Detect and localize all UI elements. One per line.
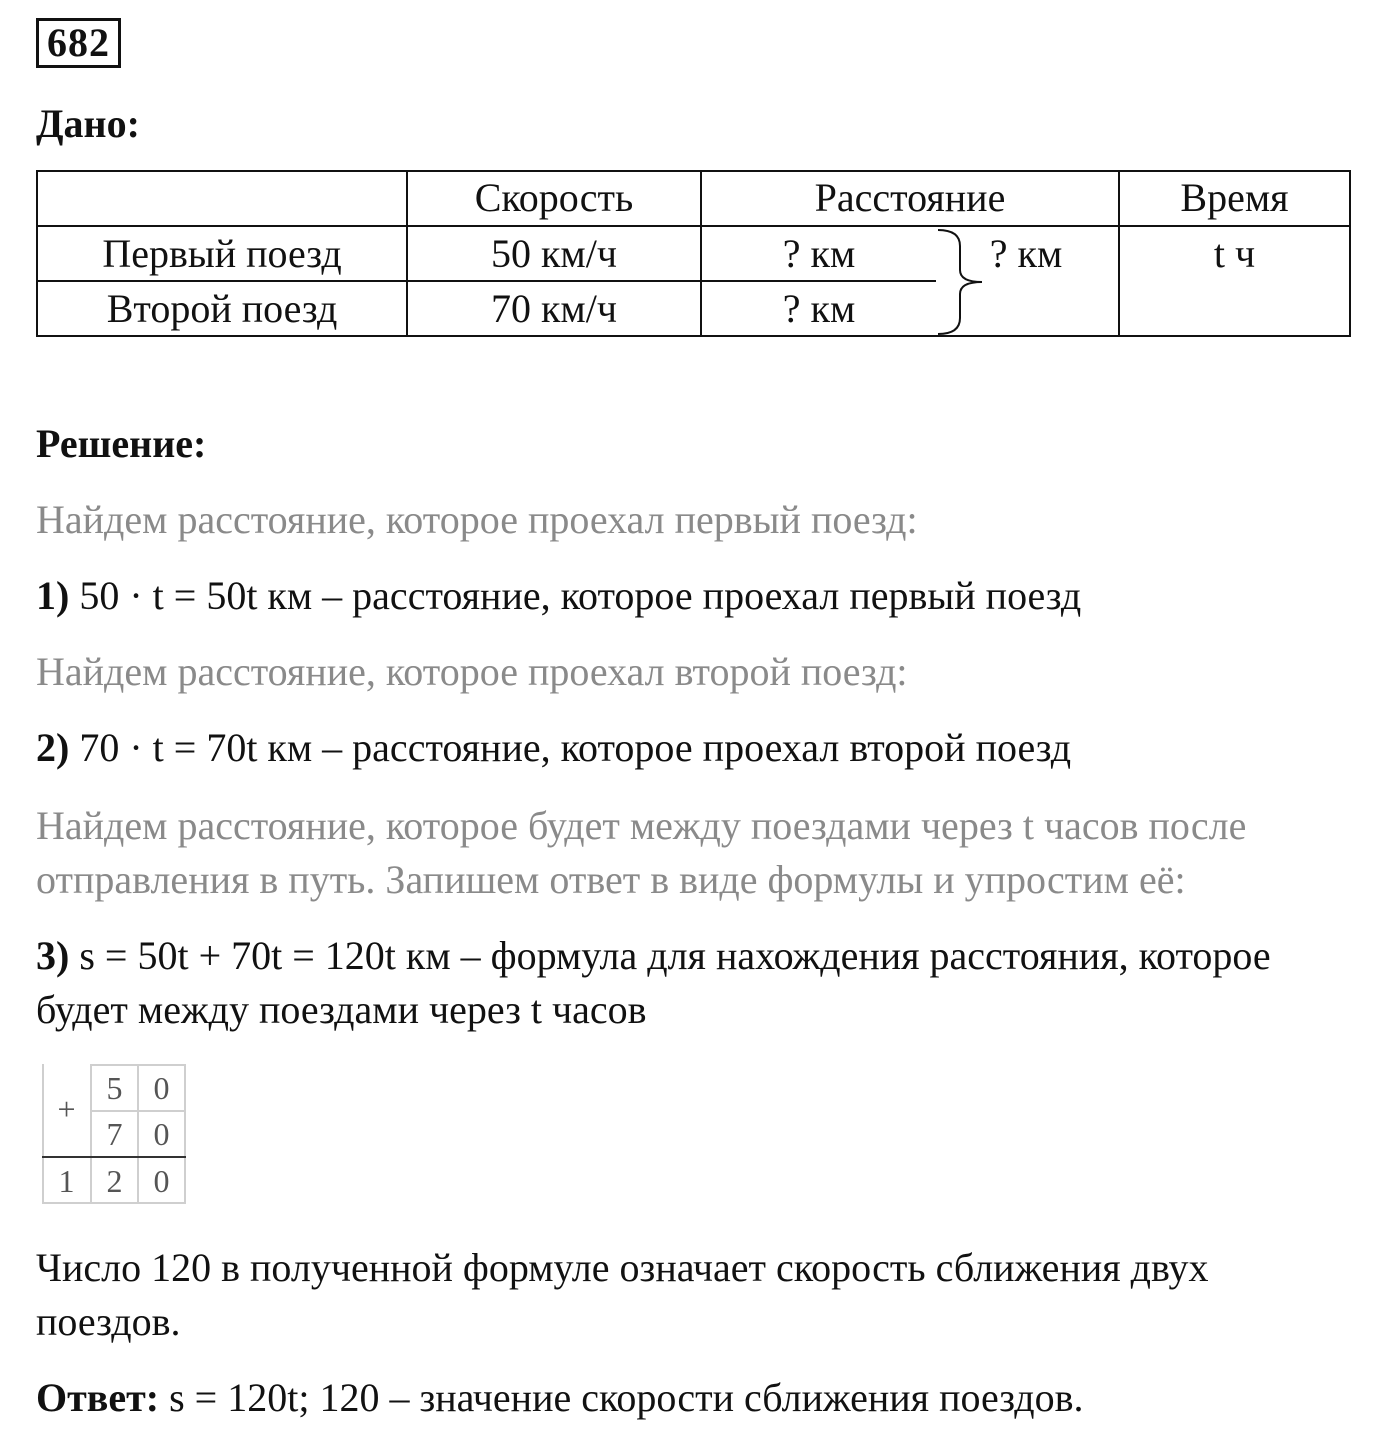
step-2-number: 2) [36,725,70,770]
row1-name: Первый поезд [102,231,342,276]
step-2 [36,724,1071,771]
step-3-line-2: будет между поездами через t часов [36,987,647,1032]
answer [36,1374,1084,1421]
row2-speed: 70 км/ч [491,286,617,331]
solution-heading: Решение: [36,421,207,466]
step-3-number: 3) [36,933,70,978]
digit: 0 [153,1163,170,1199]
digit: 0 [153,1116,170,1152]
header-speed: Скорость [474,175,634,220]
column-addition [42,1064,186,1204]
step-1-number: 1) [36,573,70,618]
time-value: t ч [1213,231,1256,276]
answer-label: Ответ: [36,1375,160,1420]
given-table [36,170,1351,337]
plus-sign: + [57,1091,76,1127]
header-time: Время [1180,175,1289,220]
row1-distance: ? км [782,231,856,276]
explanation-line-2: поездов. [36,1299,181,1344]
digit: 2 [106,1163,123,1199]
problem-number: 682 [36,18,121,68]
hint-3-line-2: отправления в путь. Запишем ответ в виде формулы и упростим её: [36,857,1186,902]
step-3-line-1 [36,932,1271,979]
total-distance: ? км [989,231,1063,276]
step-1-text: 50 · t = 50t км – расстояние, которое проехал первый поезд [69,573,1082,618]
hint-3-line-1: Найдем расстояние, которое будет между поездами через t часов после [36,803,1247,848]
answer-text: s = 120t; 120 – значение скорости сближения поездов. [159,1375,1084,1420]
digit: 1 [58,1163,75,1199]
header-distance: Расстояние [814,175,1006,220]
row1-speed: 50 км/ч [491,231,617,276]
explanation-line-1: Число 120 в полученной формуле означает скорость сближения двух [36,1245,1209,1290]
hint-2: Найдем расстояние, которое проехал второй поезд: [36,649,908,694]
step-1 [36,572,1081,619]
row2-distance: ? км [782,286,856,331]
digit: 5 [106,1070,123,1106]
given-heading: Дано: [36,101,140,146]
digit: 0 [153,1070,170,1106]
hint-1: Найдем расстояние, которое проехал первый поезд: [36,497,918,542]
step-3-text: s = 50t + 70t = 120t км – формула для нахождения расстояния, которое [69,933,1271,978]
step-2-text: 70 · t = 70t км – расстояние, которое проехал второй поезд [69,725,1072,770]
digit: 7 [106,1116,123,1152]
row2-name: Второй поезд [106,286,338,331]
